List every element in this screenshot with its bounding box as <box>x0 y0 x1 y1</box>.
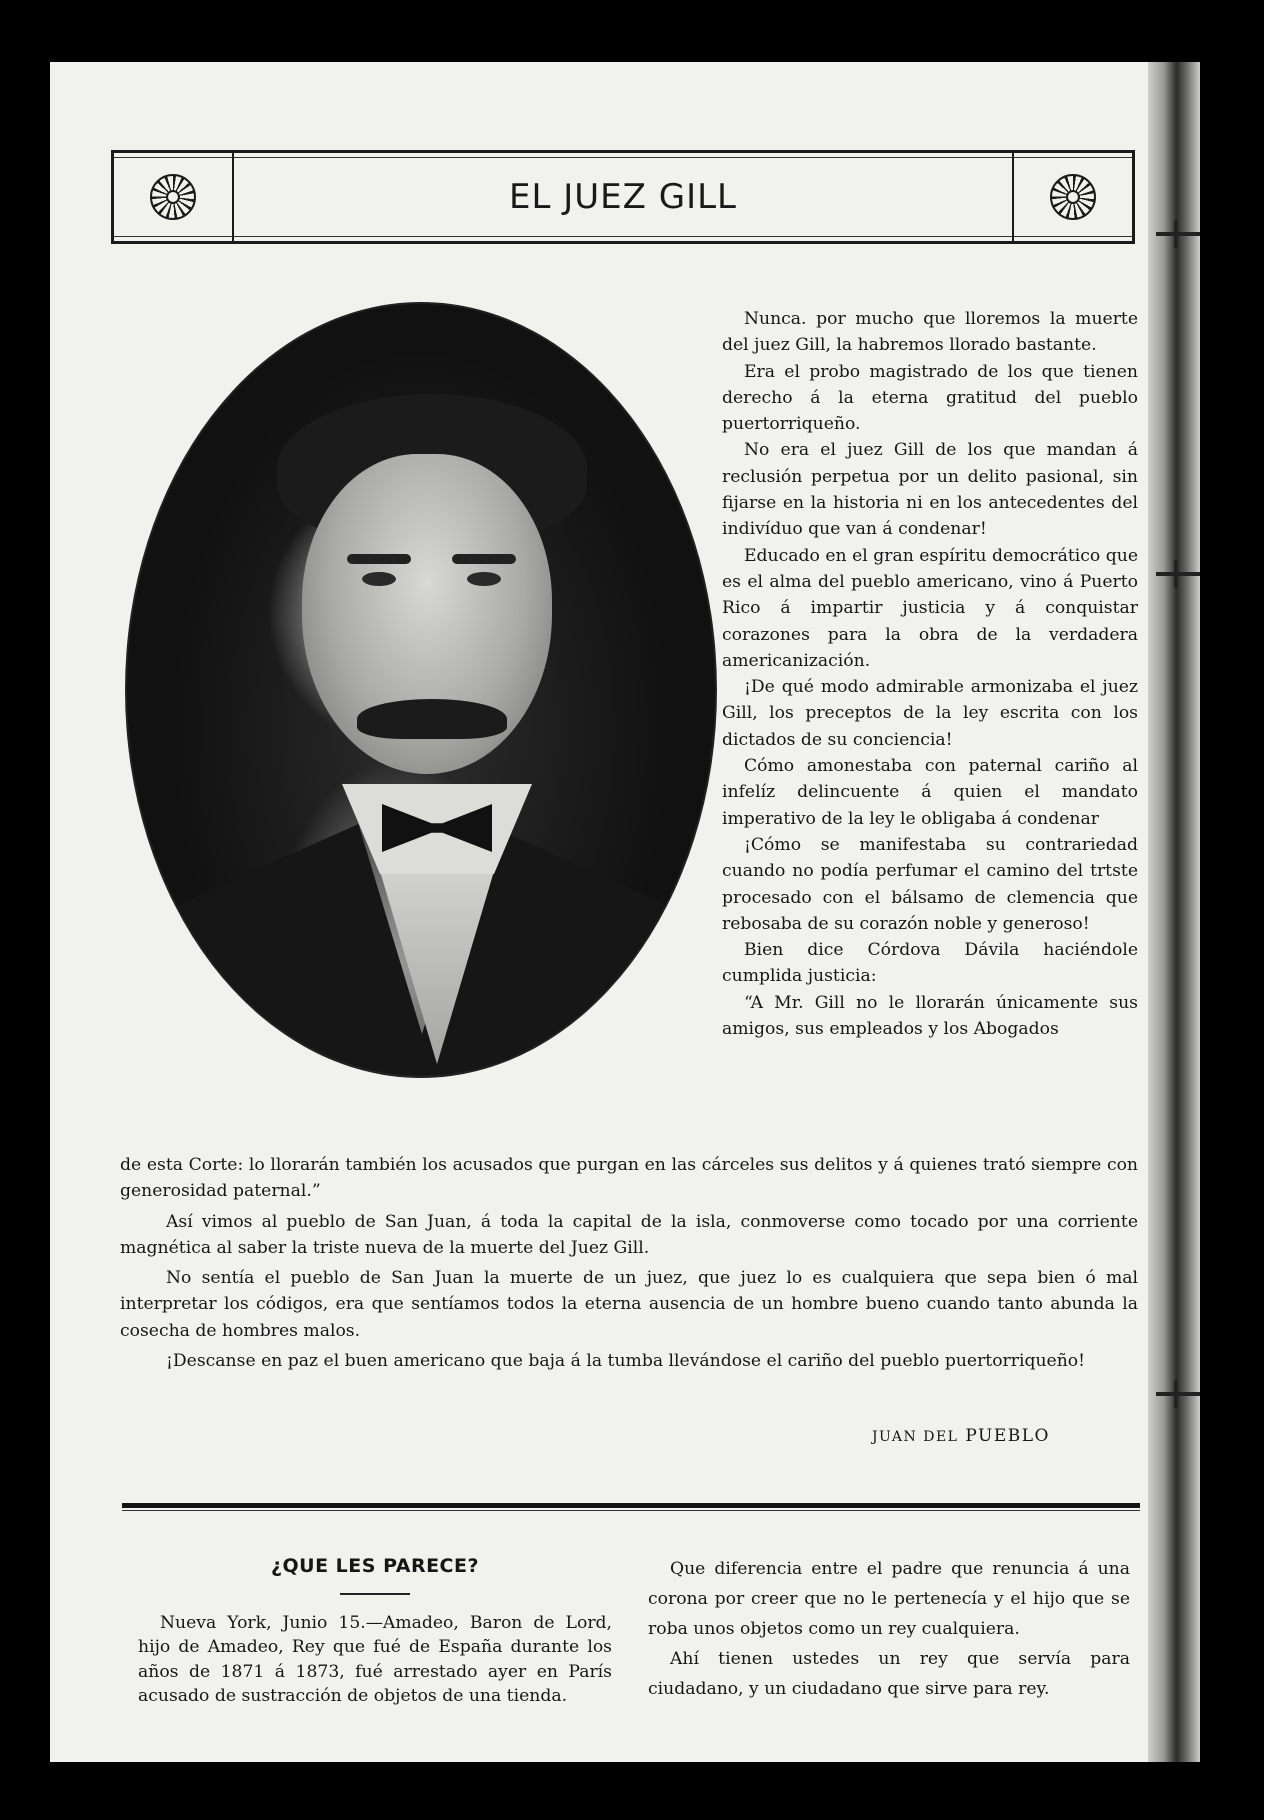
portrait-moustache <box>357 699 507 739</box>
article-paragraph: No sentía el pueblo de San Juan la muerte de un juez, que juez lo es cualquiera que sepa bien ó mal interpretar los códigos, era que sentíamos todos la eterna ausencia de un hombre bueno cuando tanto abunda la cosecha de hombres malos. <box>120 1268 1138 1341</box>
article-paragraph: Nunca. por mucho que lloremos la muerte del juez Gill, la habremos llorado bastante. <box>722 309 1138 356</box>
portrait-brow <box>452 554 516 564</box>
rosette-icon <box>150 174 196 220</box>
header-ornament-right <box>1012 153 1132 241</box>
quote-continuation: de esta Corte: lo llorarán también los acusados que purgan en las cárceles sus delitos y á quienes trató siempre con generosidad paternal.” <box>120 1155 1138 1202</box>
second-article-right <box>648 1554 1130 1704</box>
article-signature <box>872 1426 1050 1446</box>
staple-mark <box>1156 572 1200 576</box>
magazine-page <box>50 62 1200 1762</box>
staple-mark <box>1156 1392 1200 1396</box>
article-paragraph: “A Mr. Gill no le llorarán únicamente sus amigos, sus empleados y los Abogados <box>722 992 1138 1040</box>
article-column <box>722 306 1138 1042</box>
article-paragraph: Educado en el gran espíritu democrático que es el alma del pueblo americano, vino á Puerto Rico á impartir justicia y á conquistar corazones para la obra de la verdadera americanización. <box>722 545 1138 671</box>
article-paragraph: Era el probo magistrado de los que tienen derecho á la eterna gratitud del pueblo puertorriqueño. <box>722 361 1138 435</box>
second-article-left <box>138 1554 612 1709</box>
article-paragraph: Cómo amonestaba con paternal cariño al infelíz delincuente á quien el mandato imperativo de la ley le obligaba á condenar <box>722 756 1138 829</box>
article-paragraph: ¡Descanse en paz el buen americano que baja á la tumba llevándose el cariño del pueblo puertorriqueño! <box>166 1351 1086 1372</box>
article-paragraph: Así vimos al pueblo de San Juan, á toda la capital de la isla, conmoverse como tocado por una corriente magnética al saber la triste nueva de la muerte del Juez Gill. <box>120 1211 1138 1258</box>
header-rule <box>114 236 1132 237</box>
signature-prefix: JUAN DEL <box>871 1429 959 1445</box>
article-paragraph: ¡De qué modo admirable armonizaba el juez Gill, los preceptos de la ley escrita con los dictados de su conciencia! <box>722 677 1138 750</box>
portrait-eye <box>467 572 501 586</box>
title-underline <box>340 1593 410 1595</box>
staple-mark <box>1156 232 1200 236</box>
signature-name: PUEBLO <box>965 1426 1050 1446</box>
commentary-paragraph: Que diferencia entre el padre que renuncia á una corona por creer que no le pertenecía y el hijo que se roba unos objetos como un rey cualquiera. <box>648 1559 1130 1639</box>
article-paragraph: ¡Cómo se manifestaba su contrariedad cuando no podía perfumar el camino del trtste procesado con el bálsamo de clemencia que rebosaba de su corazón noble y generoso! <box>722 834 1138 934</box>
binding-spine <box>1148 62 1200 1762</box>
article-header <box>111 150 1135 244</box>
article-paragraph: No era el juez Gill de los que mandan á reclusión perpetua por un delito pasional, sin fijarse en la historia ni en los antecedentes del indivíduo que van á condenar! <box>722 440 1138 540</box>
judge-portrait <box>125 302 717 1078</box>
second-article-title: ¿QUE LES PARECE? <box>270 1555 480 1577</box>
section-divider <box>122 1503 1140 1508</box>
header-rule <box>114 157 1132 158</box>
article-title: EL JUEZ GILL <box>509 177 737 217</box>
article-paragraph: Bien dice Córdova Dávila haciéndole cumplida justicia: <box>722 940 1138 987</box>
portrait-brow <box>347 554 411 564</box>
article-full-width <box>120 1152 1138 1374</box>
rosette-icon <box>1050 174 1096 220</box>
news-paragraph: Nueva York, Junio 15.—Amadeo, Baron de Lord, hijo de Amadeo, Rey que fué de España durante los años de 1871 á 1873, fué arrestado ayer en París acusado de sustracción de objetos de una tienda. <box>138 1612 612 1706</box>
header-ornament-left <box>114 153 234 241</box>
portrait-eye <box>362 572 396 586</box>
commentary-paragraph: Ahí tienen ustedes un rey que servía para ciudadano, y un ciudadano que sirve para rey. <box>648 1649 1130 1699</box>
